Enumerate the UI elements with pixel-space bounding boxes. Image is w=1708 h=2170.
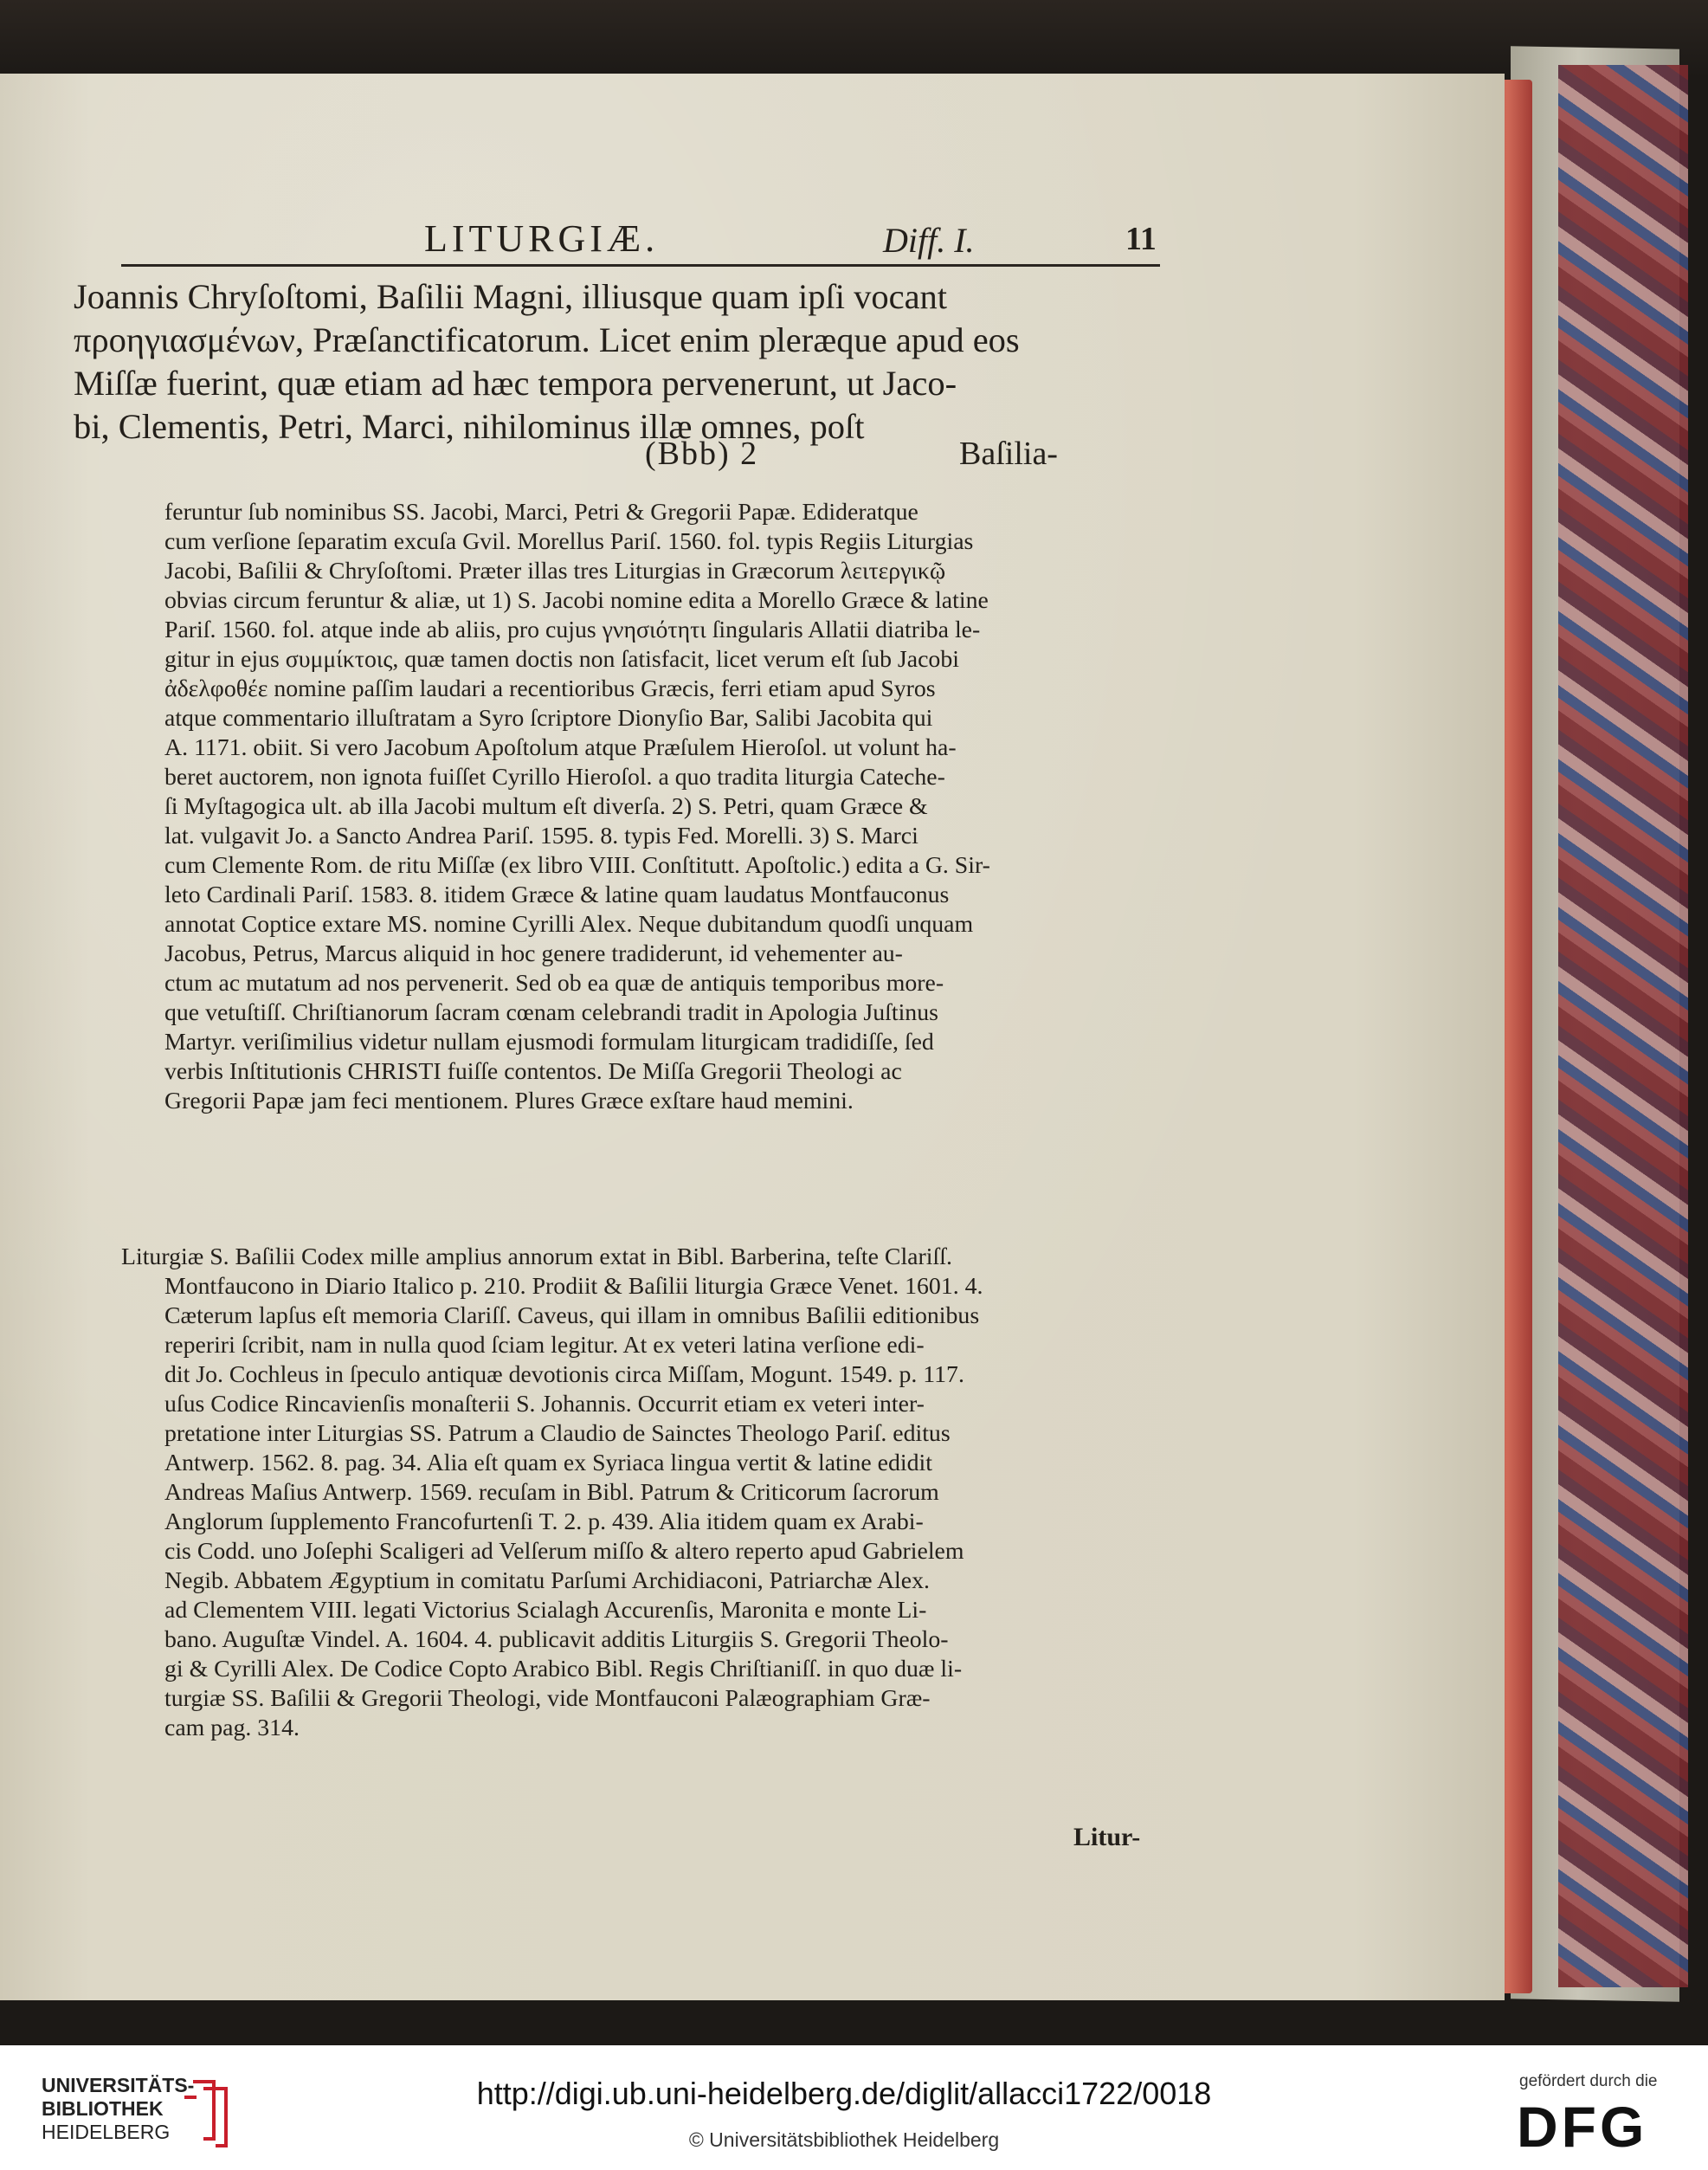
footnote-line: pretatione inter Liturgias SS. Patrum a Claudio de Sainctes Theologo Pariſ. editus	[164, 1420, 951, 1447]
footnote-line: Montfaucono in Diario Italico p. 210. Prodiit & Baſilii liturgia Græce Venet. 1601. 4.	[164, 1273, 983, 1300]
logo-line: BIBLIOTHEK	[42, 2097, 164, 2120]
library-logo[interactable]	[42, 2074, 194, 2144]
text-line: Joannis Chryſoſtomi, Baſilii Magni, illiusque quam ipſi vocant	[74, 277, 948, 316]
footnote-line: annotat Coptice extare MS. nomine Cyrilli Alex. Neque dubitandum quodſi unquam	[164, 911, 974, 938]
footnote-line: ctum ac mutatum ad nos pervenerit. Sed ob ea quæ de antiquis temporibus more-	[164, 970, 944, 997]
footnote-line: uſus Codice Rincavienſis monaſterii S. Johannis. Occurrit etiam ex veteri inter-	[164, 1391, 925, 1418]
text-line: Miſſæ fuerint, quæ etiam ad hæc tempora pervenerunt, ut Jaco-	[74, 364, 957, 403]
section-label: Diff. I.	[883, 221, 975, 260]
footnote-line: Jacobi, Baſilii & Chryſoſtomi. Præter illas tres Liturgias in Græcorum λειτεργικῷ	[164, 558, 946, 584]
footnote-line: Pariſ. 1560. fol. atque inde ab aliis, pro cujus γνησιότητι ſingularis Allatii diatriba le-	[164, 617, 981, 643]
footnote-line: Antwerp. 1562. 8. pag. 34. Alia eſt quam ex Syriaca lingua vertit & latine edidit	[164, 1450, 932, 1476]
footnote-line: Anglorum ſupplemento Francofurtenſi T. 2. p. 439. Alia itidem quam ex Arabi-	[164, 1508, 924, 1535]
footnote-line: atque commentario illuſtratam a Syro ſcriptore Dionyſio Bar, Salibi Jacobita qui	[164, 705, 933, 732]
library-emblem-icon	[177, 2071, 238, 2149]
footnote-line: verbis Inſtitutionis CHRISTI fuiſſe contentos. De Miſſa Gregorii Theologi ac	[164, 1058, 902, 1085]
catchword-top: Baſilia-	[959, 436, 1058, 472]
text-line: προηγιασμένων, Præſanctificatorum. Licet enim pleræque apud eos	[74, 320, 1020, 359]
footnote-continued	[164, 498, 990, 1116]
funder-label: gefördert durch die	[1519, 2072, 1658, 2090]
footnote-line: Martyr. veriſimilius videtur nullam ejusmodi formulam liturgicam tradidiſſe, ſed	[164, 1029, 934, 1056]
footnote-line: cum verſione ſeparatim excuſa Gvil. Morellus Pariſ. 1560. fol. typis Regiis Liturgias	[164, 528, 974, 555]
main-text	[74, 275, 1095, 449]
footnote-line: beret auctorem, non ignota fuiſſet Cyrillo Hieroſol. a quo tradita liturgia Cateche-	[164, 764, 945, 791]
logo-line: HEIDELBERG	[42, 2121, 171, 2143]
footnote-line: reperiri ſcribit, nam in nulla quod ſciam legitur. At ex veteri latina verſione edi-	[164, 1332, 925, 1359]
footnote-line: Cæterum lapſus eſt memoria Clariſſ. Caveus, qui illam in omnibus Baſilii editionibus	[164, 1302, 980, 1329]
footnote-line: cis Codd. uno Joſephi Scaligeri ad Velſerum miſſo & altero reperto apud Gabrielem	[164, 1538, 964, 1565]
footnote-line: ἀδελφοθέε nomine paſſim laudari a recentioribus Græcis, ferri etiam apud Syros	[164, 675, 936, 702]
footnote-line: que vetuſtiſſ. Chriſtianorum ſacram cœnam celebrandi tradit in Apologia Juſtinus	[164, 999, 938, 1026]
logo-line: UNIVERSITÄTS-	[42, 2074, 195, 2096]
copyright-notice: © Universitätsbibliothek Heidelberg	[688, 2128, 1000, 2151]
page-number: 11	[1125, 221, 1157, 257]
footnote-line: cam pag. 314.	[164, 1715, 300, 1741]
marbled-endpaper	[1558, 65, 1688, 1987]
footnote-line: turgiæ SS. Baſilii & Gregorii Theologi, vide Montfauconi Palæographiam Græ-	[164, 1685, 931, 1712]
footnote-line: Liturgiæ S. Baſilii Codex mille amplius annorum extat in Bibl. Barberina, teſte Clariſſ.	[121, 1243, 952, 1270]
footnote-line: A. 1171. obiit. Si vero Jacobum Apoſtolum atque Præſulem Hieroſol. ut volunt ha-	[164, 734, 957, 761]
footnote-line: obvias circum feruntur & aliæ, ut 1) S. Jacobi nomine edita a Morello Græce & latine	[164, 587, 989, 614]
footnote-line: gitur in ejus συμμίκτοις, quæ tamen doctis non ſatisfacit, licet verum eſt ſub Jacobi	[164, 646, 959, 673]
background-shadow	[0, 0, 1708, 78]
permalink-url[interactable]: http://digi.ub.uni-heidelberg.de/diglit/allacci1722/0018	[476, 2076, 1212, 2111]
footnote-line: Andreas Maſius Antwerp. 1569. recuſam in Bibl. Patrum & Criticorum ſacrorum	[164, 1479, 939, 1506]
footnote-line: dit Jo. Cochleus in ſpeculo antiquæ devotionis circa Miſſam, Mogunt. 1549. p. 117.	[164, 1361, 964, 1388]
running-header	[424, 216, 1169, 260]
footnote-line: cum Clemente Rom. de ritu Miſſæ (ex libro VIII. Conſtitutt. Apoſtolic.) edita a G. Sir-	[164, 852, 990, 879]
footnote-line: gi & Cyrilli Alex. De Codice Copto Arabico Bibl. Regis Chriſtianiſſ. in quo duæ li-	[164, 1656, 963, 1682]
catchword-bottom: Litur-	[1073, 1823, 1141, 1851]
footnote-line: Jacobus, Petrus, Marcus aliquid in hoc genere tradiderunt, id vehementer au-	[164, 940, 903, 967]
footnote-line: bano. Auguſtæ Vindel. A. 1604. 4. publicavit additis Liturgiis S. Gregorii Theolo-	[164, 1626, 949, 1653]
running-title: LITURGIÆ.	[424, 217, 660, 260]
footnote-liturgia-basilii	[121, 1243, 983, 1743]
footnote-line: ſi Myſtagogica ult. ab illa Jacobi multum eſt diverſa. 2) S. Petri, quam Græce &	[164, 793, 928, 820]
header-rule	[121, 264, 1160, 267]
footnote-line: Negib. Abbatem Ægyptium in comitatu Parſumi Archidiaconi, Patriarchæ Alex.	[164, 1567, 930, 1594]
footnote-line: Gregorii Papæ jam feci mentionem. Plures Græce exſtare haud memini.	[164, 1088, 854, 1114]
footnote-line: ad Clementem VIII. legati Victorius Scialagh Accurenſis, Maronita e monte Li-	[164, 1597, 927, 1624]
text-line: bi, Clementis, Petri, Marci, nihilominus illæ omnes, poſt	[74, 407, 865, 446]
footnote-line: leto Cardinali Pariſ. 1583. 8. itidem Græce & latine quam laudatus Montfauconus	[164, 882, 950, 908]
footnote-line: feruntur ſub nominibus SS. Jacobi, Marci, Petri & Gregorii Papæ. Edideratque	[164, 499, 918, 526]
signature-mark: (Bbb) 2	[645, 436, 759, 472]
footnote-line: lat. vulgavit Jo. a Sancto Andrea Pariſ. 1595. 8. typis Fed. Morelli. 3) S. Marci	[164, 823, 918, 849]
dfg-logo[interactable]: DFG	[1517, 2095, 1648, 2159]
